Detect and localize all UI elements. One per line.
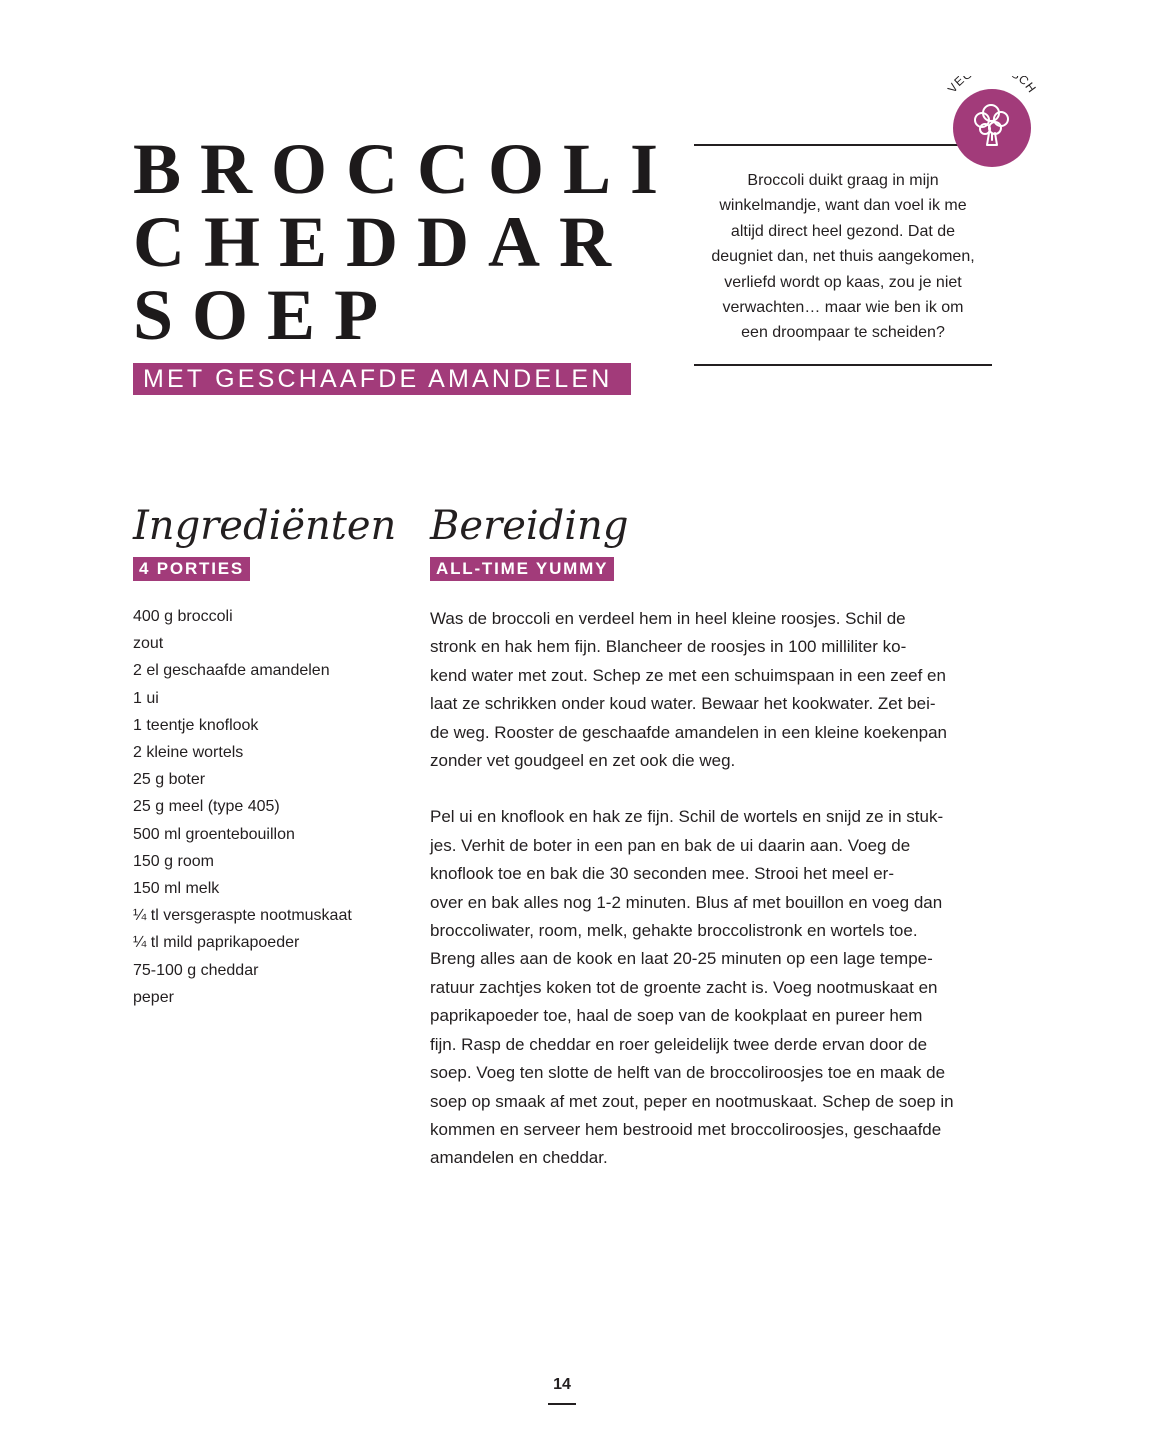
- preparation-line: stronk en hak hem fijn. Blancheer de roosjes in 100 milliliter ko-: [430, 637, 907, 657]
- ingredient-item: ¼ tl versgeraspte nootmuskaat: [133, 907, 352, 925]
- preparation-line: amandelen en cheddar.: [430, 1148, 608, 1168]
- ingredient-item: 2 kleine wortels: [133, 744, 244, 762]
- ingredient-item: 400 g broccoli: [133, 608, 233, 625]
- preparation-line: broccoliwater, room, melk, gehakte broccolistronk en wortels toe.: [430, 921, 918, 941]
- vegetarian-badge: [935, 76, 1047, 176]
- intro-line: een droompaar te scheiden?: [741, 324, 945, 342]
- preparation-paragraph: [430, 803, 1000, 1172]
- ingredient-item: 25 g boter: [133, 771, 206, 789]
- ingredient-item: 150 g room: [133, 852, 214, 870]
- page-number-rule: [548, 1403, 576, 1405]
- intro-line: verwachten… maar wie ben ik om: [722, 299, 964, 317]
- preparation-line: zonder vet goudgeel en zet ook die weg.: [430, 751, 736, 771]
- intro-line: winkelmandje, want dan voel ik me: [719, 197, 967, 215]
- preparation-line: Breng alles aan de kook en laat 20-25 minuten op een lage tempe-: [430, 949, 933, 969]
- preparation-line: paprikapoeder toe, haal de soep van de kookplaat en pureer hem: [430, 1006, 923, 1026]
- preparation-tag: ALL-TIME YUMMY: [430, 557, 614, 581]
- badge-label: VE CH: [944, 76, 1040, 96]
- preparation-line: Was de broccoli en verdeel hem in heel kleine roosjes. Schil de: [430, 609, 906, 628]
- preparation-text: [430, 605, 1000, 1201]
- ingredient-item: zout: [133, 635, 164, 653]
- preparation-line: kend water met zout. Schep ze met een schuimspaan in een zeef en: [430, 665, 946, 685]
- intro-line: altijd direct heel gezond. Dat de: [730, 222, 956, 240]
- ingredients-heading: Ingrediënten: [133, 503, 397, 549]
- intro-line: deugniet dan, net thuis aangekomen,: [711, 248, 975, 266]
- ingredient-item: 75-100 g cheddar: [133, 961, 259, 979]
- intro-line: verliefd wordt op kaas, zou je niet: [724, 273, 962, 291]
- ingredient-item: 1 ui: [133, 689, 159, 707]
- preparation-paragraph: [430, 605, 1000, 775]
- page-number: 14: [553, 1376, 571, 1393]
- ingredient-item: 500 ml groentebouillon: [133, 825, 295, 843]
- ingredient-item: ¼ tl mild paprikapoeder: [133, 934, 300, 952]
- intro-line: Broccoli duikt graag in mijn: [747, 172, 939, 189]
- preparation-line: de weg. Rooster de geschaafde amandelen in een kleine koekenpan: [430, 722, 947, 742]
- portions-tag: 4 PORTIES: [133, 557, 250, 581]
- preparation-line: over en bak alles nog 1-2 minuten. Blus af met bouillon en voeg dan: [430, 892, 943, 912]
- preparation-line: kommen en serveer hem bestrooid met broccoliroosjes, geschaafde: [430, 1119, 942, 1139]
- ingredient-item: peper: [133, 988, 174, 1006]
- title-line-2: CHEDDAR: [133, 202, 631, 282]
- preparation-line: soep. Voeg ten slotte de helft van de broccoliroosjes toe en maak de: [430, 1063, 946, 1083]
- preparation-line: jes. Verhit de boter in een pan en bak de ui daarin aan. Voeg de: [430, 835, 911, 855]
- ingredient-item: 2 el geschaafde amandelen: [133, 662, 330, 680]
- preparation-line: knoflook toe en bak die 30 seconden mee. Strooi het meel er-: [430, 864, 895, 884]
- preparation-heading: Bereiding: [430, 503, 629, 549]
- preparation-line: ratuur zachtjes koken tot de groente zacht is. Voeg nootmuskaat en: [430, 977, 938, 997]
- ingredient-item: 150 ml melk: [133, 880, 220, 898]
- preparation-line: soep op smaak af met zout, peper en nootmuskaat. Schep de soep in: [430, 1091, 954, 1111]
- badge-circle: [953, 89, 1031, 167]
- recipe-title: [133, 129, 678, 355]
- preparation-line: Pel ui en knoflook en hak ze fijn. Schil de wortels en snijd ze in stuk-: [430, 807, 944, 827]
- title-line-3: SOEP: [133, 275, 398, 355]
- title-line-1: BROCCOLI: [133, 129, 678, 209]
- preparation-line: fijn. Rasp de cheddar en roer geleidelijk twee derde ervan door de: [430, 1034, 928, 1054]
- ingredients-list: [133, 603, 352, 1011]
- recipe-subtitle: MET GESCHAAFDE AMANDELEN: [133, 363, 631, 395]
- intro-bottom-rule: [694, 364, 992, 366]
- ingredient-item: 25 g meel (type 405): [133, 798, 280, 816]
- intro-text: [694, 168, 992, 346]
- preparation-line: laat ze schrikken onder koud water. Bewaar het kookwater. Zet bei-: [430, 694, 936, 714]
- ingredient-item: 1 teentje knoflook: [133, 716, 259, 734]
